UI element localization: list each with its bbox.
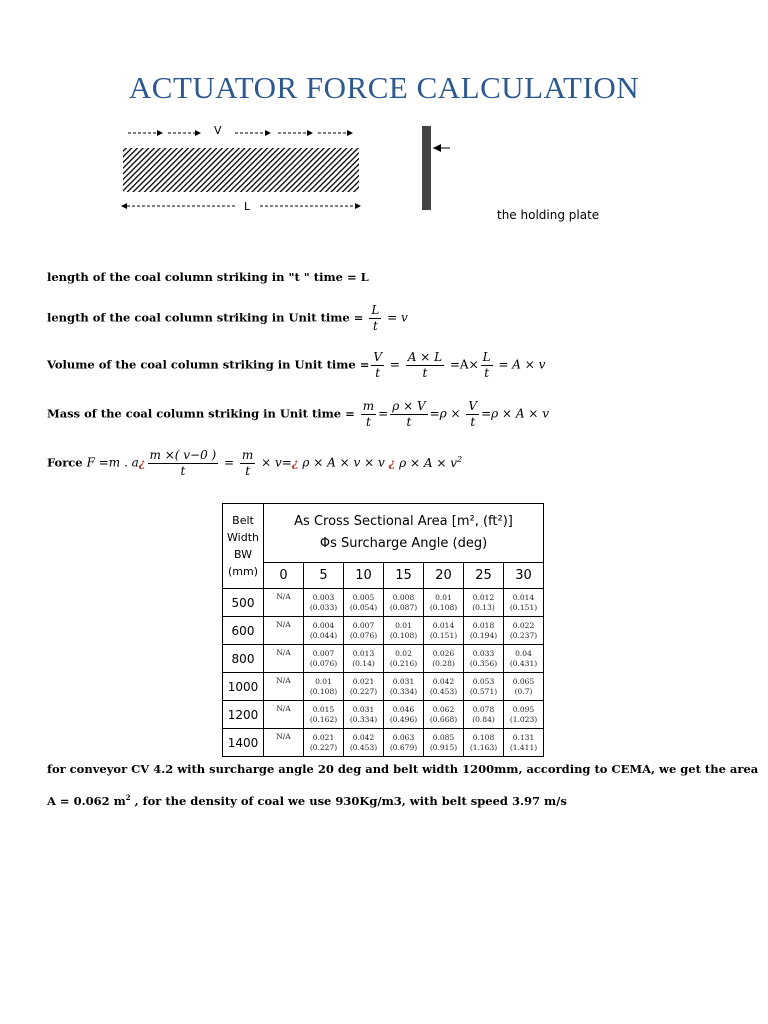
area-value-ft2: (0.13)	[472, 602, 495, 612]
area-cell	[424, 589, 464, 617]
area-value-m2: 0.063	[392, 732, 415, 742]
area-cell	[304, 645, 344, 673]
holding-plate-label: the holding plate	[497, 208, 600, 222]
area-value-m2: 0.108	[472, 732, 495, 742]
area-value-m2: 0.042	[432, 676, 455, 686]
area-value-ft2: (0.334)	[389, 686, 418, 696]
area-value-m2: 0.012	[472, 592, 495, 602]
area-cell	[264, 701, 304, 729]
area-value-ft2: (1.411)	[509, 742, 538, 752]
area-cell	[504, 645, 544, 673]
area-value-m2: N/A	[276, 592, 291, 601]
equation-length-unit: length of the coal column striking in Unit time = $\frac{L}{t}$ = v	[47, 303, 408, 333]
area-cell	[264, 589, 304, 617]
narrative-line-2	[47, 793, 567, 808]
area-value-m2: 0.078	[472, 704, 495, 714]
area-value-ft2: (0.453)	[429, 686, 458, 696]
area-value-ft2: (0.227)	[309, 742, 338, 752]
belt-width-header	[223, 504, 264, 589]
area-cell	[504, 701, 544, 729]
equation-text: Mass of the coal column striking in Unit time =	[47, 406, 359, 421]
area-value-ft2: (0.194)	[469, 630, 498, 640]
belt-width-cell: 1400	[223, 729, 264, 757]
area-value-m2: 0.014	[432, 620, 455, 630]
belt-width-cell: 1000	[223, 673, 264, 701]
equation-text: Volume of the coal column striking in Unit time =	[47, 357, 370, 372]
area-value-ft2: (0.453)	[349, 742, 378, 752]
area-value-ft2: (0.162)	[309, 714, 338, 724]
area-cell	[464, 729, 504, 757]
velocity-label: V	[214, 124, 222, 137]
holding-plate	[422, 126, 431, 210]
area-value-ft2: (0.054)	[349, 602, 378, 612]
area-value-ft2: (0.044)	[309, 630, 338, 640]
page-title: ACTUATOR FORCE CALCULATION	[128, 70, 640, 105]
surcharge-angle-header: 0	[264, 563, 304, 589]
area-value-ft2: (0.076)	[309, 658, 338, 668]
area-value-ft2: (1.163)	[469, 742, 498, 752]
area-value-ft2: (0.679)	[389, 742, 418, 752]
narrative-text: , for the density of coal we use 930Kg/m3, with belt speed 3.97 m/s	[130, 793, 567, 808]
area-cell	[384, 589, 424, 617]
area-value-m2: 0.005	[352, 592, 375, 602]
area-value-m2: 0.018	[472, 620, 495, 630]
equation-length-t: length of the coal column striking in "t " time = L	[47, 270, 369, 284]
header-text: Belt	[232, 514, 254, 527]
area-cell	[384, 701, 424, 729]
area-value-m2: N/A	[276, 676, 291, 685]
area-value-m2: 0.042	[352, 732, 375, 742]
equation-text: Force	[47, 455, 87, 470]
cema-area-table	[222, 503, 544, 757]
coal-column-diagram	[110, 118, 450, 222]
area-value-ft2: (0.087)	[389, 602, 418, 612]
belt-width-cell: 800	[223, 645, 264, 673]
surcharge-angle-header: 25	[464, 563, 504, 589]
area-value-m2: 0.04	[515, 648, 532, 658]
area-cell	[424, 617, 464, 645]
header-text: Φs Surcharge Angle (deg)	[319, 536, 488, 551]
table-row	[223, 729, 544, 757]
surcharge-angle-header: 5	[304, 563, 344, 589]
area-cell	[384, 617, 424, 645]
area-value-m2: 0.021	[312, 732, 335, 742]
area-value-ft2: (0.571)	[469, 686, 498, 696]
area-value-m2: 0.013	[352, 648, 375, 658]
area-value-ft2: (0.7)	[514, 686, 533, 696]
area-value-m2: 0.022	[512, 620, 535, 630]
area-value-m2: 0.085	[432, 732, 455, 742]
header-text: As Cross Sectional Area [m², (ft²)]	[294, 514, 513, 529]
area-cell	[304, 617, 344, 645]
area-value-m2: 0.033	[472, 648, 495, 658]
area-cell	[304, 589, 344, 617]
table-row	[223, 645, 544, 673]
surcharge-angle-header: 15	[384, 563, 424, 589]
table-row	[223, 673, 544, 701]
area-cell	[264, 617, 304, 645]
area-cell	[264, 645, 304, 673]
narrative-line-1: for conveyor CV 4.2 with surcharge angle 20 deg and belt width 1200mm, according to CEMA, we get the area	[47, 762, 759, 776]
area-cell	[464, 589, 504, 617]
area-cell	[504, 729, 544, 757]
area-cell	[424, 673, 464, 701]
coal-column	[123, 148, 359, 192]
area-value-ft2: (0.334)	[349, 714, 378, 724]
area-value-ft2: (0.14)	[352, 658, 375, 668]
area-value-ft2: (0.496)	[389, 714, 418, 724]
area-cell	[504, 589, 544, 617]
area-value-ft2: (0.033)	[309, 602, 338, 612]
area-value-ft2: (0.668)	[429, 714, 458, 724]
header-text: (mm)	[227, 565, 258, 578]
area-value-ft2: (0.076)	[349, 630, 378, 640]
area-value-m2: 0.004	[312, 620, 335, 630]
area-value-m2: N/A	[276, 648, 291, 657]
surcharge-angle-header: 30	[504, 563, 544, 589]
area-value-ft2: (0.237)	[509, 630, 538, 640]
area-value-m2: 0.065	[512, 676, 535, 686]
surcharge-angle-header: 20	[424, 563, 464, 589]
area-cell	[464, 673, 504, 701]
area-cell	[344, 617, 384, 645]
area-cell	[424, 729, 464, 757]
area-value-m2: 0.062	[432, 704, 455, 714]
area-cell	[424, 645, 464, 673]
area-value-m2: 0.007	[352, 620, 375, 630]
area-value-ft2: (0.108)	[429, 602, 458, 612]
area-cell	[304, 673, 344, 701]
narrative-text: A = 0.062 m	[47, 793, 126, 808]
area-value-ft2: (0.227)	[349, 686, 378, 696]
angle-row	[223, 563, 544, 589]
table-body	[223, 589, 544, 757]
header-text: BW	[233, 548, 253, 561]
area-value-ft2: (0.356)	[469, 658, 498, 668]
area-value-m2: 0.031	[352, 704, 375, 714]
table-row	[223, 589, 544, 617]
narrative-superscript: 2	[125, 793, 131, 802]
area-value-m2: 0.015	[312, 704, 335, 714]
area-cell	[344, 729, 384, 757]
area-cell	[384, 645, 424, 673]
area-value-m2: 0.021	[352, 676, 375, 686]
area-value-ft2: (0.28)	[432, 658, 455, 668]
area-value-m2: 0.01	[435, 592, 452, 602]
area-cell	[344, 701, 384, 729]
surcharge-angle-header: 10	[344, 563, 384, 589]
area-value-ft2: (1.023)	[509, 714, 538, 724]
area-cell	[384, 729, 424, 757]
area-value-ft2: (0.151)	[429, 630, 458, 640]
area-cell	[304, 701, 344, 729]
area-value-m2: 0.01	[395, 620, 412, 630]
equation-volume: Volume of the coal column striking in Unit time = $\frac{V}{t}$ = $\frac{A \times L}{t}$ =A× $\frac{L}{t}$ = A × v	[47, 350, 546, 380]
belt-width-cell: 500	[223, 589, 264, 617]
area-value-m2: N/A	[276, 620, 291, 629]
area-cell	[384, 673, 424, 701]
table-row	[223, 701, 544, 729]
area-value-m2: 0.026	[432, 648, 455, 658]
area-value-m2: 0.053	[472, 676, 495, 686]
area-cell	[344, 589, 384, 617]
area-value-ft2: (0.216)	[389, 658, 418, 668]
area-cell	[264, 729, 304, 757]
area-value-m2: 0.003	[312, 592, 335, 602]
length-label: L	[244, 200, 251, 213]
belt-width-cell: 600	[223, 617, 264, 645]
equation-force: Force F =m . a¿ $\frac{m \times( v-0 )}{t}$ = $\frac{m}{t}$ × v=¿ ρ × A × v × v ¿ $\rho \times A \times v^2$	[47, 448, 463, 478]
area-cell	[344, 673, 384, 701]
area-cell	[464, 617, 504, 645]
area-value-ft2: (0.84)	[472, 714, 495, 724]
area-cell	[304, 729, 344, 757]
header-text: Width	[227, 531, 259, 544]
area-value-m2: N/A	[276, 704, 291, 713]
area-cell	[344, 645, 384, 673]
equation-mass: Mass of the coal column striking in Unit time = $\frac{m}{t}$ = $\frac{\rho \times V}{t}$ =ρ × $\frac{V}{t}$ =ρ × A × v	[47, 399, 550, 429]
area-value-m2: 0.031	[392, 676, 415, 686]
area-header	[264, 504, 544, 563]
area-cell	[504, 673, 544, 701]
area-cell	[424, 701, 464, 729]
area-value-m2: 0.046	[392, 704, 415, 714]
area-value-m2: N/A	[276, 732, 291, 741]
area-value-m2: 0.008	[392, 592, 415, 602]
area-value-m2: 0.095	[512, 704, 535, 714]
area-cell	[464, 701, 504, 729]
area-value-m2: 0.01	[315, 676, 332, 686]
area-value-m2: 0.131	[512, 732, 535, 742]
area-value-ft2: (0.151)	[509, 602, 538, 612]
area-cell	[504, 617, 544, 645]
area-value-ft2: (0.108)	[309, 686, 338, 696]
area-value-ft2: (0.431)	[509, 658, 538, 668]
area-cell	[264, 673, 304, 701]
area-value-ft2: (0.915)	[429, 742, 458, 752]
area-value-m2: 0.007	[312, 648, 335, 658]
belt-width-cell: 1200	[223, 701, 264, 729]
area-value-m2: 0.02	[395, 648, 412, 658]
equation-text: length of the coal column striking in Unit time =	[47, 310, 368, 325]
area-value-ft2: (0.108)	[389, 630, 418, 640]
diagram-svg	[110, 118, 450, 218]
table-row	[223, 617, 544, 645]
area-cell	[464, 645, 504, 673]
plate-pointer	[433, 148, 450, 198]
area-value-m2: 0.014	[512, 592, 535, 602]
